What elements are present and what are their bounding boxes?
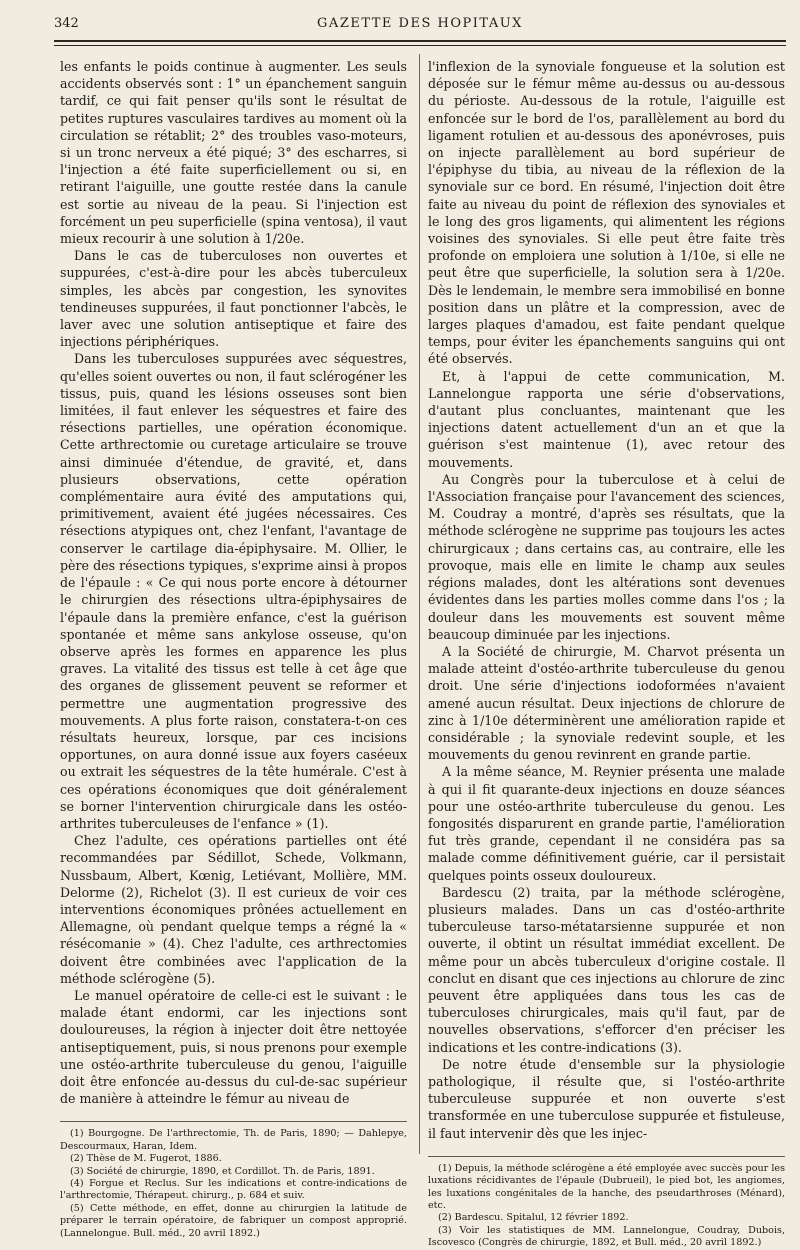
footnote: (3) Société de chirurgie, 1890, et Cordillot. Th. de Paris, 1891.: [70, 1165, 375, 1177]
footnote: (5) Cette méthode, en effet, donne au chirurgien la latitude de préparer le terrain opératoire, de fabriquer un compost approprié. (Lannelongue. Bull. méd., 20 avril 1892.): [60, 1202, 407, 1239]
paragraph: Le manuel opératoire de celle-ci est le suivant : le malade étant endormi, car les injections sont douloureuses, la région à injecter doit être nettoyée antiseptiquement, puis, si nous prenons pour exemple une ostéo-arthrite tuberculeuse du genou, l'aiguille doit être enfoncée au-dessus du cul-de-sac supérieur de manière à atteindre le fémur au niveau de: [60, 987, 407, 1107]
page-number: 342: [54, 16, 79, 31]
header-rule-thick: [54, 40, 786, 42]
paragraph: Et, à l'appui de cette communication, M. Lannelongue rapporta une série d'observations, d'autant plus concluantes, maintenant que les injections datent actuellement d'un an et que la guérison s'est maintenue (1), avec retour des mouvements.: [428, 368, 785, 470]
paragraph: De notre étude d'ensemble sur la physiologie pathologique, il résulte que, si l'ostéo-arthrite tuberculeuse suppurée et non ouverte s'est transformée en une tuberculose suppurée et fistuleuse, il faut intervenir dès que les injec-: [428, 1056, 785, 1141]
running-title: GAZETTE DES HOPITAUX: [317, 16, 523, 31]
paragraph: A la Société de chirurgie, M. Charvot présenta un malade atteint d'ostéo-arthrite tuberculeuse du genou droit. Une série d'injections iodoformées n'avaient amené aucun résultat. Deux injections de chlorure de zinc à 1/10e déterminèrent une amélioration rapide et considérable ; la synoviale redevint souple, et les mouvements du genou revinrent en grande partie.: [428, 643, 785, 763]
paragraph: Dans le cas de tuberculoses non ouvertes et suppurées, c'est-à-dire pour les abcès tuberculeux simples, les abcès par congestion, les synovites tendineuses suppurées, il faut ponctionner l'abcès, le laver avec une solution antiseptique et faire des injections périphériques.: [60, 248, 407, 350]
footnote: (1) Depuis, la méthode sclérogène a été employée avec succès pour les luxations récidivantes de l'épaule (Dubrueil), le pied bot, les angiomes, les luxations congénitales de la hanche, des pseudarthroses (Ménard), etc.: [428, 1162, 785, 1212]
footnote-rule: [60, 1121, 407, 1122]
footnote: (2) Bardescu. Spitalul, 12 février 1892.: [438, 1212, 629, 1224]
column-divider: [419, 54, 420, 1154]
paragraph: Au Congrès pour la tuberculose et à celui de l'Association française pour l'avancement des sciences, M. Coudray a montré, d'après ses résultats, que la méthode sclérogène ne supprime pas toujours les actes chirurgicaux ; dans certains cas, au contraire, elle les provoque, mais elle en limite le champ aux seules régions malades, dont les altérations sont devenues évidentes dans les parties molles comme dans l'os ; la douleur dans les mouvements est souvent même beaucoup diminuée par les injections.: [428, 471, 785, 642]
paragraph: Chez l'adulte, ces opérations partielles ont été recommandées par Sédillot, Schede, Volkmann, Nussbaum, Albert, Kœnig, Letiévant, Mollière, MM. Delorme (2), Richelot (3). Il est curieux de voir ces interventions économiques prônées actuellement en Allemagne, où pendant quelque temps a régné la « résécomanie » (4). Chez l'adulte, ces arthrectomies doivent être combinées avec l'application de la méthode sclérogène (5).: [60, 833, 407, 986]
footnotes: [428, 1163, 785, 1250]
footnote: (3) Voir les statistiques de MM. Lannelongue, Coudray, Dubois, Iscovesco (Congrès de chirurgie, 1892, et Bull. méd., 20 avril 1892.): [428, 1224, 785, 1249]
paragraph: les enfants le poids continue à augmenter. Les seuls accidents observés sont : 1° un épanchement sanguin tardif, ce qui fait penser qu'ils sont le résultat de petites ruptures vasculaires tardives au moment où la circulation se rétablit; 2° des troubles vaso-moteurs, si un tronc nerveux a été piqué; 3° des escharres, si l'injection a été faite superficiellement ou si, en retirant l'aiguille, une goutte restée dans la canule est sortie au niveau de la peau. Si l'injection est forcément un peu superficielle (spina ventosa), il vaut mieux recourir à une solution à 1/20e.: [60, 59, 407, 247]
paragraph: A la même séance, M. Reynier présenta une malade à qui il fit quarante-deux injections en douze séances pour une ostéo-arthrite tuberculeuse du genou. Les fongosités disparurent en grande partie, l'amélioration fut très grande, cependant il ne considéra pas sa malade comme définitivement guérie, car il persistait quelques points osseux douloureux.: [428, 764, 785, 883]
footnote: (1) Bourgogne. De l'arthrectomie, Th. de Paris, 1890; — Dahlepye, Descourmaux, Haran, Idem.: [60, 1128, 407, 1152]
paragraph: l'inflexion de la synoviale fongueuse et la solution est déposée sur le fémur même au-dessus ou au-dessous du périoste. Au-dessous de la rotule, l'aiguille est enfoncée sur le bord de l'os, parallèlement au bord du ligament rotulien et au-dessous des aponévroses, puis on injecte parallèlement au bord supérieur de l'épiphyse du tibia, au niveau de la réflexion de la synoviale sur ce bord. En résumé, l'injection doit être faite au niveau du point de réflexion des synoviales et le long des gros ligaments, qui alimentent les régions voisines des synoviales. Si elle peut être faite très profonde on emploiera une solution à 1/10e, si elle ne peut être que superficielle, la solution sera à 1/20e. Dès le lendemain, le membre sera immobilisé en bonne position dans un plâtre et la compression, avec de larges plaques d'amadou, est faite pendant quelque temps, pour éviter les épanchements sanguins qui ont été observés.: [428, 59, 785, 367]
footnote-rule: [428, 1156, 785, 1157]
header-rule-thin: [54, 45, 786, 46]
paragraph: Bardescu (2) traita, par la méthode sclérogène, plusieurs malades. Dans un cas d'ostéo-arthrite tuberculeuse tarso-métatarsienne suppurée et non ouverte, il obtint un résultat immédiat excellent. De même pour un abcès tuberculeux d'origine costale. Il conclut en disant que ces injections au chlorure de zinc peuvent être appliquées dans tous les cas de tuberculoses chirurgicales, mais qu'il faut, par de nouvelles observations, s'efforcer d'en préciser les indications et les contre-indications (3).: [428, 884, 785, 1055]
paragraph: Dans les tuberculoses suppurées avec séquestres, qu'elles soient ouvertes ou non, il faut sclérogéner les tissus, puis, quand les lésions osseuses sont bien limitées, il faut enlever les séquestres et faire des résections partielles, une opération économique. Cette arthrectomie ou curetage articulaire se trouve ainsi diminuée d'étendue, de gravité, et, dans plusieurs observations, cette opération complémentaire aura évité des amputations qui, primitivement, avaient été jugées nécessaires. Ces résections atypiques ont, chez l'enfant, l'avantage de conserver le cartilage dia-épiphysaire. M. Ollier, le père des résections typiques, s'exprime ainsi à propos de l'épaule : « Ce qui nous porte encore à détourner le chirurgien des résections ultra-épiphysaires de l'épaule dans la première enfance, c'est la guérison spontanée et même sans ankylose osseuse, qu'on observe après les formes en apparence les plus graves. La vitalité des tissus est telle à cet âge que des organes de glissement peuvent se reformer et permettre une augmentation progressive des mouvements. A plus forte raison, constatera-t-on ces résultats heureux, lorsque, par ces incisions opportunes, on aura donné issue aux foyers caséeux ou extrait les séquestres de la tête humérale. C'est à ces opérations économiques que doit généralement se borner l'intervention chirurgicale dans les ostéo-arthrites tuberculeuses de l'enfance » (1).: [60, 351, 407, 831]
footnote: (4) Forgue et Reclus. Sur les indications et contre-indications de l'arthrectomie, Thérapeut. chirurg., p. 684 et suiv.: [60, 1178, 407, 1202]
left-column: [60, 58, 407, 1240]
page-header: [54, 16, 786, 42]
right-column: [428, 58, 785, 1250]
footnotes: [60, 1128, 407, 1240]
footnote: (2) Thèse de M. Fugerot, 1886.: [70, 1153, 222, 1165]
